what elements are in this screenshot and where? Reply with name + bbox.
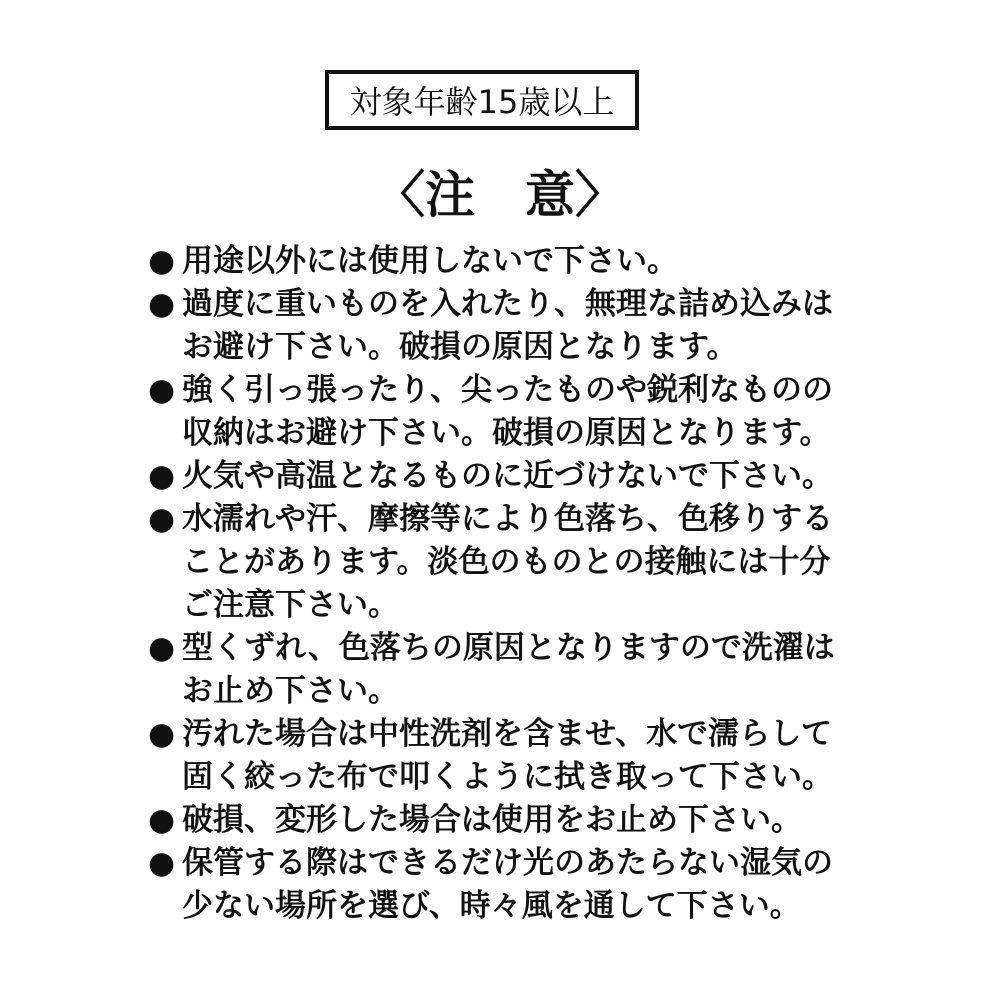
notice-text: 水濡れや汗、摩擦等により色落ち、色移りする ことがあります。淡色のものとの接触には十分 ご注意下さい。: [182, 501, 833, 623]
notice-item: [148, 842, 868, 928]
notice-item: [148, 240, 868, 283]
page-title: 〈注 意〉: [375, 166, 625, 224]
notice-text: 火気や高温となるものに近づけないで下さい。: [182, 458, 833, 494]
notice-text: 強く引っ張ったり、尖ったものや鋭利なものの 収納はお避け下さい。破損の原因となります。: [182, 372, 833, 451]
notice-item: [148, 627, 868, 713]
notice-item: [148, 713, 868, 799]
notice-item: [148, 799, 868, 842]
notice-text: 過度に重いものを入れたり、無理な詰め込みは お避け下さい。破損の原因となります。: [182, 286, 833, 365]
bullet-icon: ●: [148, 243, 176, 279]
age-rating-text: 対象年齢15歳以上: [349, 83, 615, 121]
notice-list: [148, 240, 868, 928]
bullet-icon: ●: [148, 845, 176, 881]
bullet-icon: ●: [148, 802, 176, 838]
bullet-icon: ●: [148, 458, 176, 494]
notice-item: [148, 455, 868, 498]
notice-text: 用途以外には使用しないで下さい。: [182, 243, 678, 279]
notice-text: 保管する際はできるだけ光のあたらない湿気の 少ない場所を選び、時々風を通して下さい。: [182, 845, 833, 924]
notice-item: [148, 283, 868, 369]
bullet-icon: ●: [148, 716, 176, 752]
bullet-icon: ●: [148, 501, 176, 537]
notice-text: 破損、変形した場合は使用をお止め下さい。: [182, 802, 802, 838]
notice-item: [148, 498, 868, 627]
notice-text: 型くずれ、色落ちの原因となりますので洗濯は お止め下さい。: [182, 630, 835, 709]
bullet-icon: ●: [148, 630, 176, 666]
bullet-icon: ●: [148, 286, 176, 322]
age-rating-label: [325, 70, 639, 130]
notice-item: [148, 369, 868, 455]
bullet-icon: ●: [148, 372, 176, 408]
notice-text: 汚れた場合は中性洗剤を含ませ、水で濡らして 固く絞った布で叩くように拭き取って下さい。: [182, 716, 833, 795]
